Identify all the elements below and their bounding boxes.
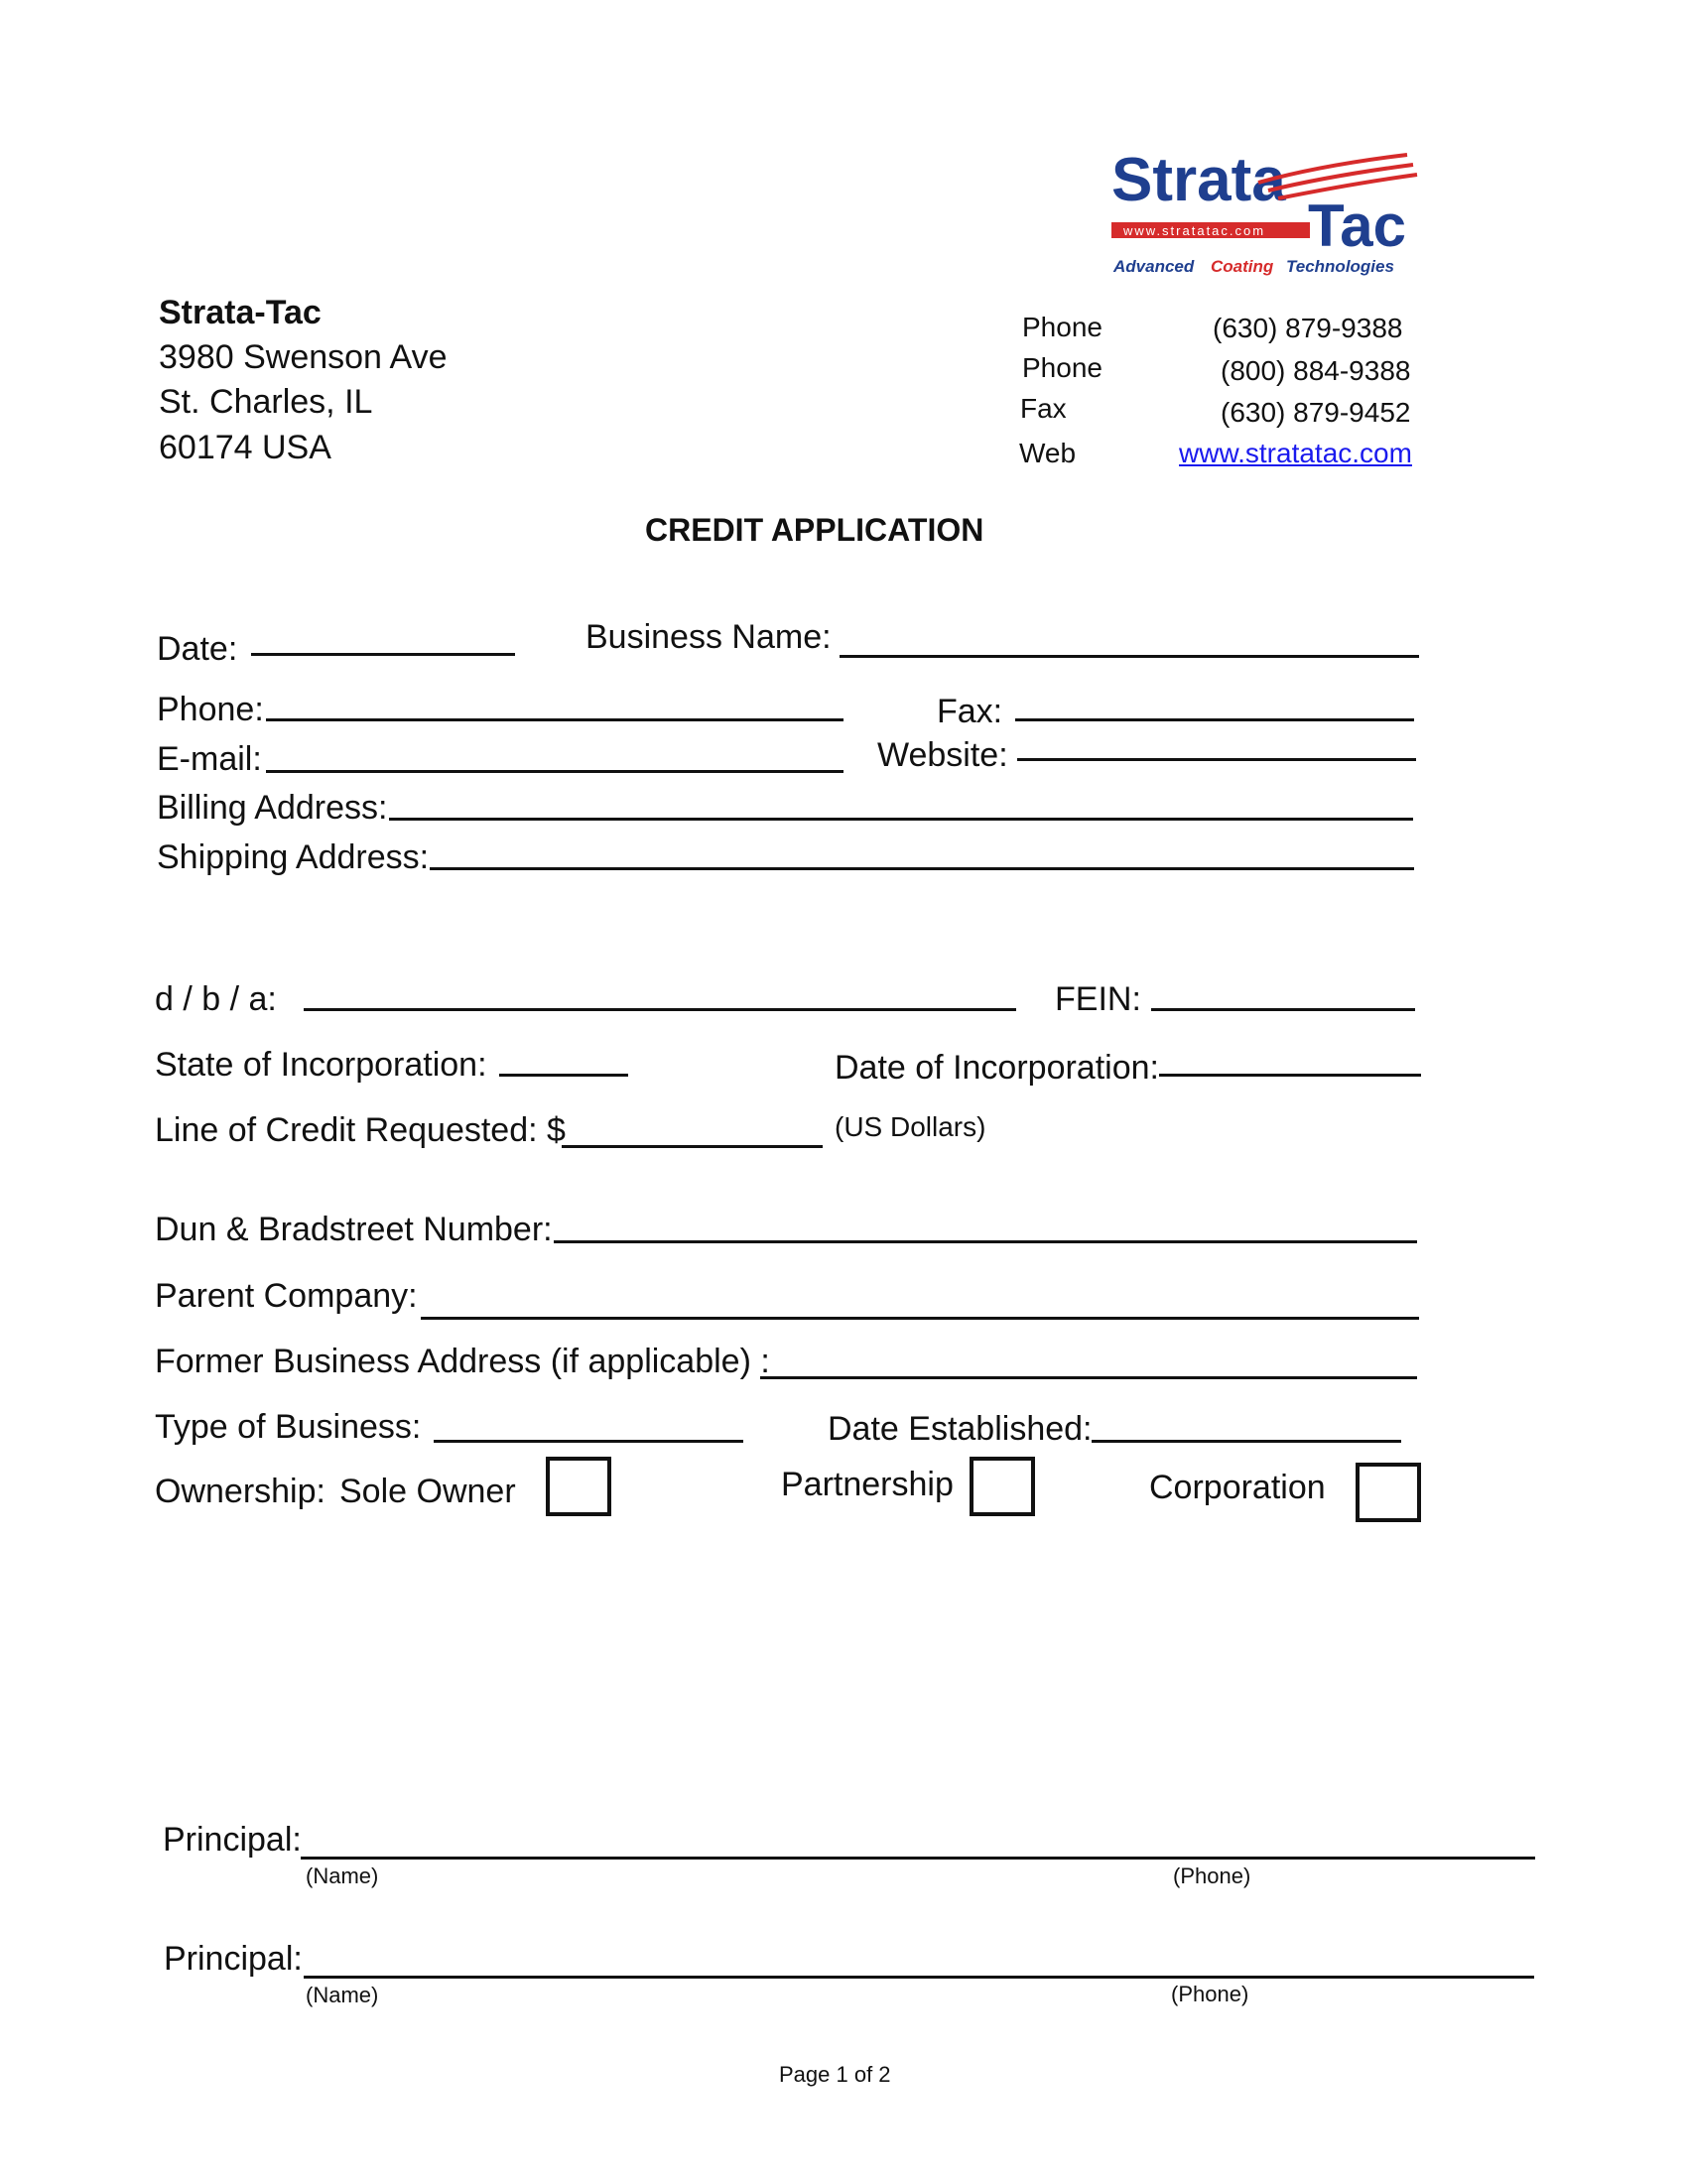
dun-bradstreet-field[interactable] [554,1240,1417,1243]
dba-label: d / b / a: [155,980,277,1018]
date-label: Date: [157,630,238,668]
sole-owner-checkbox[interactable] [546,1457,611,1516]
principal-1-name-caption: (Name) [306,1863,379,1888]
fein-field[interactable] [1151,1008,1415,1011]
principal-2-field[interactable] [304,1976,1534,1979]
shipping-address-label: Shipping Address: [157,838,430,876]
corporation-label: Corporation [1149,1469,1326,1506]
principal-2-name-caption: (Name) [306,1983,379,2007]
logo-word-strata: Strata [1111,149,1286,214]
company-zip-country: 60174 USA [159,429,331,466]
shipping-address-field[interactable] [430,867,1414,870]
logo-graphic [1109,149,1427,284]
website-label: Website: [877,736,1008,774]
principal-1-phone-caption: (Phone) [1173,1863,1251,1888]
website-field[interactable] [1017,758,1416,761]
parent-company-label: Parent Company: [155,1277,418,1315]
business-name-label: Business Name: [585,618,832,656]
phone-field[interactable] [266,718,844,721]
company-street: 3980 Swenson Ave [159,338,448,376]
logo-url-band: www.stratatac.com [1123,223,1266,238]
contact-label-fax: Fax [1020,393,1067,424]
former-address-field[interactable] [760,1376,1417,1379]
type-of-business-label: Type of Business: [155,1408,422,1446]
business-name-field[interactable] [840,655,1419,658]
logo-word-tac: Tac [1308,193,1406,259]
website-link[interactable]: www.stratatac.com [1179,438,1412,468]
partnership-label: Partnership [781,1466,954,1503]
company-name: Strata-Tac [159,294,322,331]
date-field[interactable] [251,653,515,656]
dun-bradstreet-label: Dun & Bradstreet Number: [155,1211,553,1248]
us-dollars-note: (US Dollars) [835,1111,986,1142]
former-address-label: Former Business Address (if applicable) : [155,1343,770,1380]
strata-tac-logo [1109,149,1427,284]
contact-value-fax: (630) 879-9452 [1221,397,1411,428]
state-of-incorporation-field[interactable] [499,1074,628,1077]
line-of-credit-field[interactable] [562,1145,823,1148]
company-city: St. Charles, IL [159,383,373,421]
logo-tagline-1: Advanced [1113,257,1195,276]
contact-value-phone-1: (630) 879-9388 [1213,313,1403,343]
ownership-label: Ownership: [155,1473,325,1510]
contact-label-phone-1: Phone [1022,312,1103,342]
type-of-business-field[interactable] [434,1440,743,1443]
principal-1-label: Principal: [163,1821,302,1859]
parent-company-field[interactable] [421,1317,1419,1320]
sole-owner-label: Sole Owner [339,1473,516,1510]
date-established-field[interactable] [1092,1440,1401,1443]
dba-field[interactable] [304,1008,1016,1011]
fein-label: FEIN: [1055,980,1141,1018]
email-field[interactable] [266,770,844,773]
fax-label: Fax: [937,693,1003,730]
principal-2-label: Principal: [164,1940,303,1978]
line-of-credit-label: Line of Credit Requested: $ [155,1111,566,1149]
date-established-label: Date Established: [828,1410,1093,1448]
logo-tagline-2: Coating [1211,257,1274,276]
state-of-incorporation-label: State of Incorporation: [155,1046,487,1084]
fax-field[interactable] [1015,718,1414,721]
billing-address-field[interactable] [389,818,1413,821]
billing-address-label: Billing Address: [157,789,388,827]
page-number: Page 1 of 2 [779,2062,891,2087]
contact-value-phone-2: (800) 884-9388 [1221,355,1411,386]
logo-tagline-3: Technologies [1286,257,1394,276]
principal-2-phone-caption: (Phone) [1171,1982,1249,2006]
phone-label: Phone: [157,691,264,728]
date-of-incorporation-label: Date of Incorporation: [835,1049,1159,1087]
contact-label-phone-2: Phone [1022,352,1103,383]
date-of-incorporation-field[interactable] [1159,1074,1421,1077]
corporation-checkbox[interactable] [1356,1463,1421,1522]
email-label: E-mail: [157,740,262,778]
principal-1-field[interactable] [301,1857,1535,1860]
partnership-checkbox[interactable] [970,1457,1035,1516]
form-title: CREDIT APPLICATION [645,512,984,548]
contact-label-web: Web [1019,438,1077,468]
